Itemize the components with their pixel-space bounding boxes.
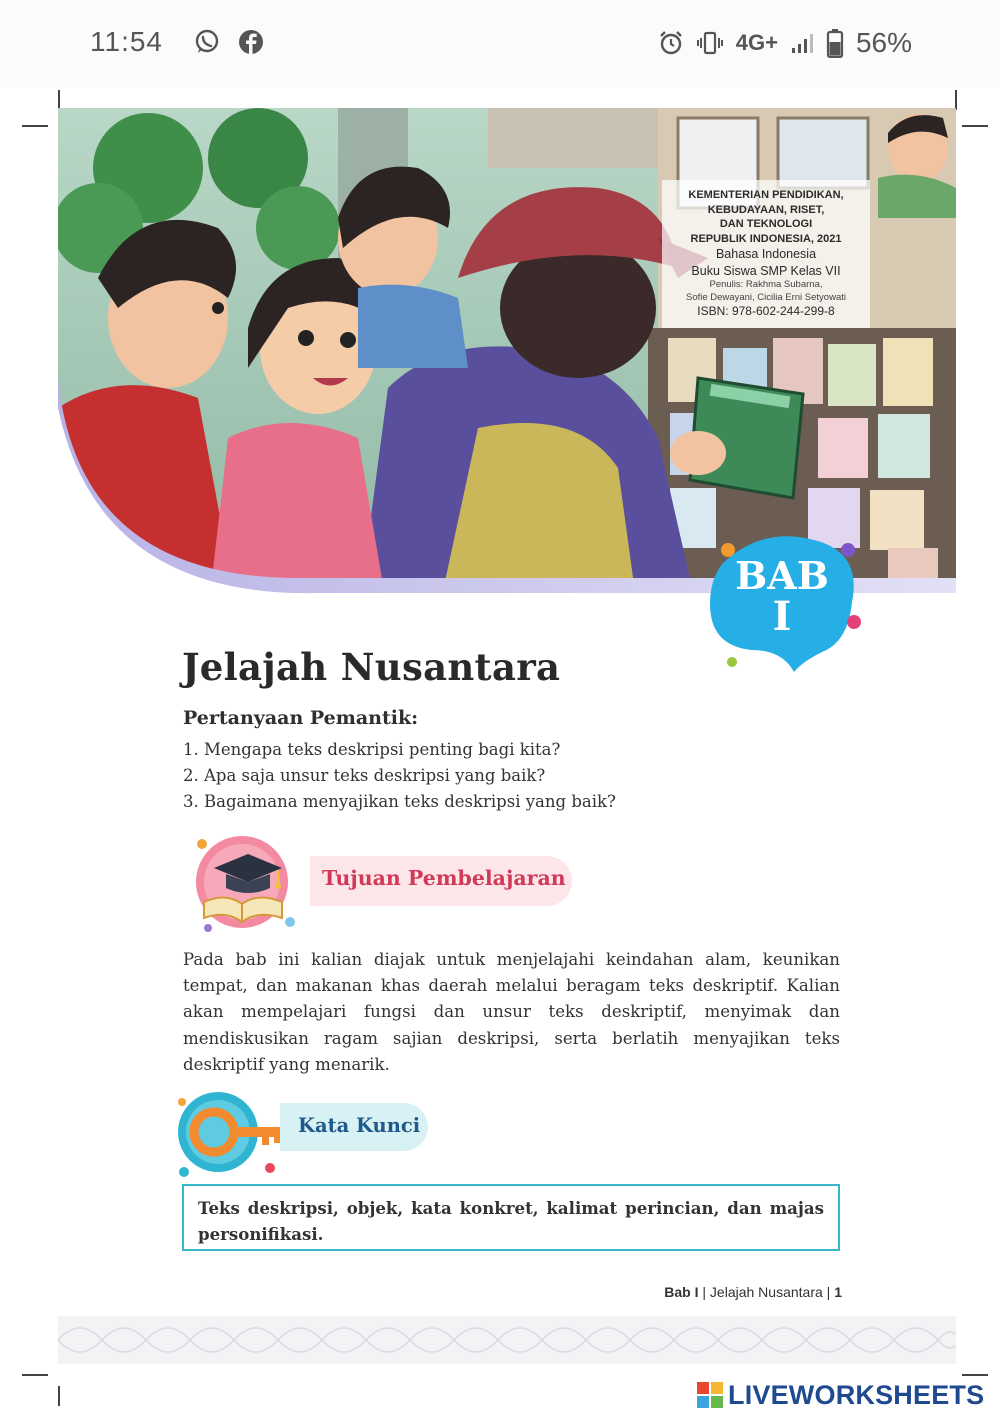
publisher-line: KEMENTERIAN PENDIDIKAN, (688, 189, 844, 201)
footer-title: Jelajah Nusantara (709, 1284, 823, 1300)
cover-info (662, 180, 870, 328)
bab-badge (702, 553, 862, 640)
questions-list (183, 737, 616, 815)
key-icon (174, 1088, 286, 1180)
publisher-line: DAN TEKNOLOGI (719, 218, 813, 231)
status-right-group (658, 26, 912, 60)
liveworksheets-watermark (696, 1378, 984, 1412)
keyword-text: Teks deskripsi, objek, kata konkret, kalimat perincian, dan majas personifikasi. (198, 1198, 824, 1244)
whatsapp-icon (194, 29, 220, 55)
authors: Sofie Dewayani, Cicilia Erni Setyowati (686, 291, 846, 303)
status-time: 11:54 (90, 26, 163, 57)
alarm-icon (658, 30, 684, 56)
network-type: 4G+ (735, 30, 778, 55)
footer-chapter: Bab I (664, 1284, 699, 1300)
question-item: 1. Mengapa teks deskripsi penting bagi kita? (183, 740, 561, 759)
question-item: 3. Bagaimana menyajikan teks deskripsi yang baik? (183, 792, 616, 811)
authors: Penulis: Rakhma Subarna, (709, 279, 823, 291)
crop-mark (962, 125, 988, 127)
questions-heading: Pertanyaan Pemantik: (183, 707, 419, 729)
subject: Bahasa Indonesia (715, 247, 817, 262)
publisher-line: REPUBLIK INDONESIA, 2021 (690, 232, 842, 245)
status-bar (0, 0, 1000, 88)
battery-percent: 56% (855, 27, 912, 58)
footer-separator: | (826, 1284, 831, 1300)
facebook-icon (238, 29, 264, 55)
publisher-line: KEBUDAYAAN, RISET, (707, 203, 825, 216)
crop-mark (955, 90, 957, 110)
graduation-book-icon (190, 832, 308, 936)
crop-mark (58, 90, 60, 110)
kata-kunci-heading: Kata Kunci (298, 1114, 421, 1137)
isbn: ISBN: 978-602-244-299-8 (697, 304, 835, 319)
question-item: 2. Apa saja unsur teks deskripsi yang baik? (183, 766, 546, 785)
signal-icon (790, 31, 814, 55)
crop-mark (58, 1386, 60, 1406)
keyword-box (182, 1184, 840, 1251)
crop-mark (962, 1374, 988, 1376)
footer-separator: | (702, 1284, 707, 1300)
watermark-text: LIVEWORKSHEETS (728, 1379, 985, 1410)
chapter-title: Jelajah Nusantara (182, 645, 561, 689)
tujuan-heading: Tujuan Pembelajaran (322, 866, 566, 890)
crop-mark (22, 125, 48, 127)
page-footer (620, 1284, 842, 1300)
book-title: Buku Siswa SMP Kelas VII (691, 263, 841, 278)
bab-number: I (772, 592, 792, 640)
crop-mark (22, 1374, 48, 1376)
vibrate-icon (696, 30, 724, 56)
bab-label: BAB (735, 553, 829, 598)
decorative-pattern (58, 1316, 956, 1364)
battery-icon (826, 28, 844, 58)
tujuan-paragraph: Pada bab ini kalian diajak untuk menjelajahi keindahan alam, keunikan tempat, dan makanan khas daerah melalui beragam teks deskriptif. Kalian akan mempelajari fungsi dan unsur teks deskriptif, menyimak dan mendiskusikan ragam sajian deskripsi, serta berlatih menyajikan teks deskriptif yang menarik. (183, 950, 840, 1074)
page-number: 1 (834, 1284, 842, 1300)
liveworksheets-logo-icon (696, 1381, 724, 1409)
